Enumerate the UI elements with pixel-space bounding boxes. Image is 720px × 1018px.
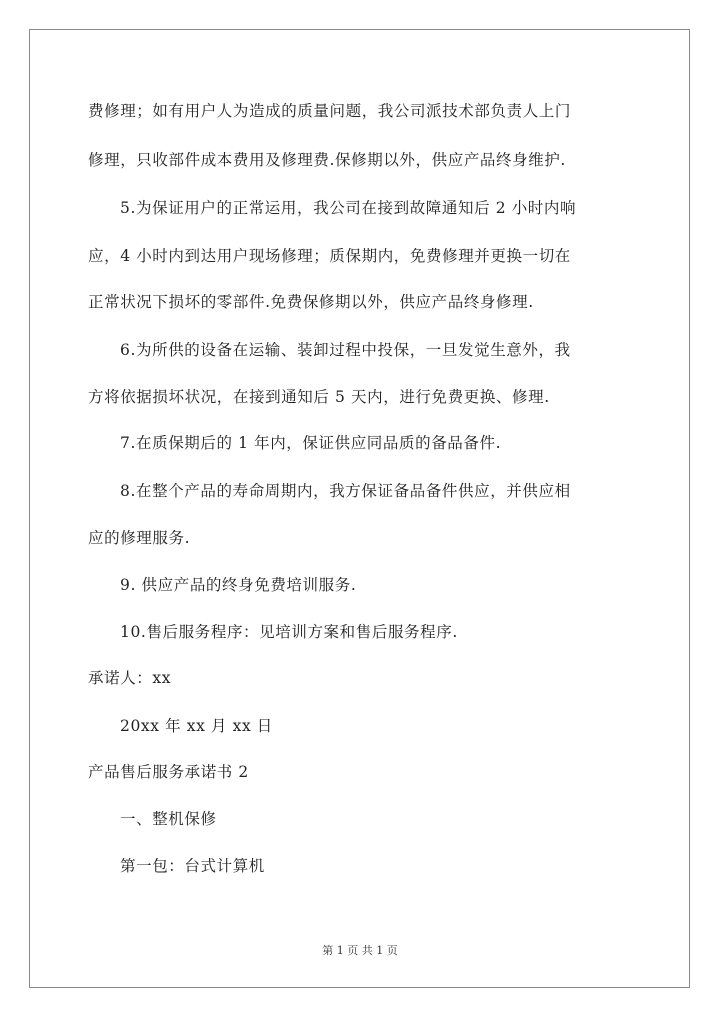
paragraph-line: 方将依据损坏状况，在接到通知后 5 天内，进行免费更换、修理. — [88, 388, 550, 406]
paragraph-line: 9. 供应产品的终身免费培训服务. — [120, 576, 357, 594]
subsection-heading: 一、整机保修 — [120, 810, 217, 828]
paragraph-line: 应的修理服务. — [88, 529, 191, 547]
section-title: 产品售后服务承诺书 2 — [88, 763, 249, 781]
page-number-footer: 第 1 页 共 1 页 — [322, 944, 398, 957]
page-border — [29, 29, 690, 988]
paragraph-line: 10.售后服务程序：见培训方案和售后服务程序. — [120, 623, 458, 641]
paragraph-line: 修理，只收部件成本费用及修理费.保修期以外，供应产品终身维护. — [88, 151, 566, 169]
paragraph-line: 6.为所供的设备在运输、装卸过程中投保，一旦发觉生意外，我 — [120, 341, 571, 359]
paragraph-line: 5.为保证用户的正常运用，我公司在接到故障通知后 2 小时内响 — [120, 199, 577, 217]
paragraph-line: 7.在质保期后的 1 年内，保证供应同品质的备品备件. — [120, 434, 502, 452]
paragraph-line: 费修理；如有用户人为造成的质量问题，我公司派技术部负责人上门 — [88, 102, 572, 120]
subsection-heading: 第一包：台式计算机 — [120, 857, 265, 875]
date-line: 20xx 年 xx 月 xx 日 — [120, 717, 273, 735]
signatory-line: 承诺人：xx — [88, 669, 172, 687]
paragraph-line: 正常状况下损坏的零部件.免费保修期以外，供应产品终身修理. — [88, 293, 534, 311]
paragraph-line: 应，4 小时内到达用户现场修理；质保期内，免费修理并更换一切在 — [88, 247, 571, 265]
paragraph-line: 8.在整个产品的寿命周期内，我方保证备品备件供应，并供应相 — [120, 482, 571, 500]
